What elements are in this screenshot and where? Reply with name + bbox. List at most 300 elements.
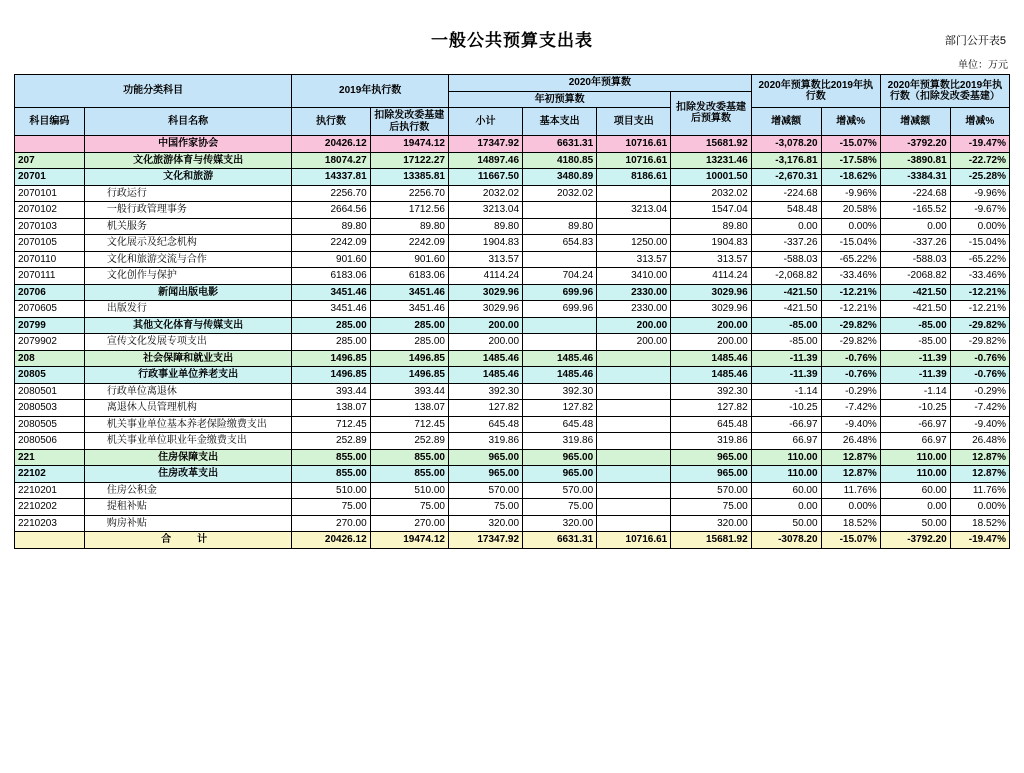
cell-name: 宣传文化发展专项支出	[84, 334, 291, 351]
cell-d2_pct: -9.67%	[950, 202, 1009, 219]
cell-d2_amt: 0.00	[880, 218, 950, 235]
cell-d2_pct: -25.28%	[950, 169, 1009, 186]
cell-d2_amt: -337.26	[880, 235, 950, 252]
cell-d1_amt: -85.00	[751, 334, 821, 351]
table-row	[15, 449, 1010, 466]
cell-project: 2330.00	[597, 301, 671, 318]
cell-d1_amt: -3078.20	[751, 532, 821, 549]
cell-exec_ex: 3451.46	[370, 301, 448, 318]
cell-basic: 320.00	[523, 515, 597, 532]
cell-d2_pct: -0.29%	[950, 383, 1009, 400]
cell-d2_amt: 66.97	[880, 433, 950, 450]
unit-note: 单位：万元	[958, 60, 1008, 71]
cell-project: 10716.61	[597, 136, 671, 153]
table-row	[15, 136, 1010, 153]
cell-d1_pct: -33.46%	[821, 268, 880, 285]
table-row	[15, 433, 1010, 450]
cell-project: 10716.61	[597, 532, 671, 549]
cell-exec: 2256.70	[292, 185, 370, 202]
table-row	[15, 367, 1010, 384]
cell-code: 2070605	[15, 301, 85, 318]
cell-exec: 285.00	[292, 334, 370, 351]
cell-d1_amt: 60.00	[751, 482, 821, 499]
cell-d1_amt: 50.00	[751, 515, 821, 532]
cell-exec_ex: 393.44	[370, 383, 448, 400]
cell-subtotal: 1485.46	[448, 367, 522, 384]
cell-d1_amt: -66.97	[751, 416, 821, 433]
cell-d1_pct: 0.00%	[821, 218, 880, 235]
cell-basic: 319.86	[523, 433, 597, 450]
cell-code: 2070110	[15, 251, 85, 268]
cell-d2_pct: -22.72%	[950, 152, 1009, 169]
cell-name: 一般行政管理事务	[84, 202, 291, 219]
table-body	[15, 136, 1010, 549]
cell-name: 住房保障支出	[84, 449, 291, 466]
cell-name: 机关事业单位基本养老保险缴费支出	[84, 416, 291, 433]
cell-name: 中国作家协会	[84, 136, 291, 153]
cell-exec: 2664.56	[292, 202, 370, 219]
cell-budget_ex: 645.48	[671, 416, 751, 433]
cell-d2_amt: -3792.20	[880, 136, 950, 153]
cell-exec_ex: 285.00	[370, 334, 448, 351]
cell-code: 2210203	[15, 515, 85, 532]
cell-budget_ex: 319.86	[671, 433, 751, 450]
cell-d2_amt: -3792.20	[880, 532, 950, 549]
cell-d1_amt: 110.00	[751, 466, 821, 483]
cell-name: 住房改革支出	[84, 466, 291, 483]
cell-subtotal: 320.00	[448, 515, 522, 532]
cell-basic: 1485.46	[523, 350, 597, 367]
cell-code: 2080503	[15, 400, 85, 417]
cell-d2_amt: -3384.31	[880, 169, 950, 186]
cell-exec_ex: 19474.12	[370, 136, 448, 153]
table-row	[15, 499, 1010, 516]
cell-budget_ex: 127.82	[671, 400, 751, 417]
header-project: 项目支出	[597, 108, 671, 136]
cell-d1_pct: 0.00%	[821, 499, 880, 516]
cell-d1_pct: -0.76%	[821, 367, 880, 384]
table-row	[15, 185, 1010, 202]
cell-exec_ex: 510.00	[370, 482, 448, 499]
cell-exec: 89.80	[292, 218, 370, 235]
cell-subtotal: 392.30	[448, 383, 522, 400]
cell-exec: 855.00	[292, 466, 370, 483]
cell-budget_ex: 313.57	[671, 251, 751, 268]
cell-exec: 20426.12	[292, 532, 370, 549]
cell-d1_amt: -11.39	[751, 350, 821, 367]
cell-exec: 510.00	[292, 482, 370, 499]
header-exec: 执行数	[292, 108, 370, 136]
cell-basic	[523, 251, 597, 268]
cell-code: 2070102	[15, 202, 85, 219]
cell-d2_amt: -11.39	[880, 350, 950, 367]
cell-name: 离退休人员管理机构	[84, 400, 291, 417]
cell-d1_pct: -18.62%	[821, 169, 880, 186]
cell-exec: 285.00	[292, 317, 370, 334]
cell-exec: 3451.46	[292, 284, 370, 301]
cell-d2_pct: -12.21%	[950, 301, 1009, 318]
cell-budget_ex: 15681.92	[671, 532, 751, 549]
cell-d2_amt: -85.00	[880, 334, 950, 351]
cell-d2_pct: 0.00%	[950, 218, 1009, 235]
cell-basic: 1485.46	[523, 367, 597, 384]
cell-code	[15, 532, 85, 549]
cell-exec: 75.00	[292, 499, 370, 516]
cell-d2_pct: -33.46%	[950, 268, 1009, 285]
cell-name: 购房补贴	[84, 515, 291, 532]
cell-project	[597, 350, 671, 367]
cell-d2_amt: 110.00	[880, 466, 950, 483]
cell-basic: 392.30	[523, 383, 597, 400]
cell-d1_pct: -15.07%	[821, 136, 880, 153]
cell-budget_ex: 89.80	[671, 218, 751, 235]
cell-d2_amt: -2068.82	[880, 268, 950, 285]
cell-project	[597, 416, 671, 433]
cell-code: 2080506	[15, 433, 85, 450]
cell-code: 20799	[15, 317, 85, 334]
cell-d2_amt: -66.97	[880, 416, 950, 433]
cell-d2_amt: -224.68	[880, 185, 950, 202]
header-group-year-budget: 年初预算数	[448, 91, 670, 108]
cell-name: 文化创作与保护	[84, 268, 291, 285]
table-row	[15, 400, 1010, 417]
table-row	[15, 416, 1010, 433]
cell-subtotal: 965.00	[448, 449, 522, 466]
cell-d1_pct: -9.40%	[821, 416, 880, 433]
cell-d1_pct: 18.52%	[821, 515, 880, 532]
cell-subtotal: 645.48	[448, 416, 522, 433]
cell-project	[597, 482, 671, 499]
cell-project	[597, 466, 671, 483]
page-title: 一般公共预算支出表	[431, 31, 593, 50]
header-group-diff1: 2020年预算数比2019年执行数	[751, 75, 880, 108]
cell-project	[597, 449, 671, 466]
cell-d2_pct: 0.00%	[950, 499, 1009, 516]
header-code: 科目编码	[15, 108, 85, 136]
cell-exec: 901.60	[292, 251, 370, 268]
cell-d2_pct: 12.87%	[950, 449, 1009, 466]
cell-d1_pct: -29.82%	[821, 334, 880, 351]
cell-budget_ex: 3029.96	[671, 301, 751, 318]
cell-d1_amt: 66.97	[751, 433, 821, 450]
cell-subtotal: 200.00	[448, 334, 522, 351]
cell-name: 社会保障和就业支出	[84, 350, 291, 367]
cell-exec: 14337.81	[292, 169, 370, 186]
cell-d1_amt: 0.00	[751, 499, 821, 516]
cell-exec_ex: 2242.09	[370, 235, 448, 252]
cell-exec: 855.00	[292, 449, 370, 466]
cell-budget_ex: 200.00	[671, 334, 751, 351]
cell-basic: 645.48	[523, 416, 597, 433]
header-budget-ex: 扣除发改委基建后预算数	[671, 91, 751, 136]
cell-exec: 393.44	[292, 383, 370, 400]
cell-project: 3213.04	[597, 202, 671, 219]
cell-d1_pct: 20.58%	[821, 202, 880, 219]
cell-name: 文化展示及纪念机构	[84, 235, 291, 252]
cell-exec_ex: 17122.27	[370, 152, 448, 169]
cell-d1_amt: 0.00	[751, 218, 821, 235]
header-exec-ex: 扣除发改委基建后执行数	[370, 108, 448, 136]
cell-basic: 965.00	[523, 449, 597, 466]
cell-exec: 712.45	[292, 416, 370, 433]
cell-project	[597, 383, 671, 400]
cell-project: 1250.00	[597, 235, 671, 252]
cell-d1_amt: -2,068.82	[751, 268, 821, 285]
cell-subtotal: 3213.04	[448, 202, 522, 219]
cell-subtotal: 127.82	[448, 400, 522, 417]
header-subtotal: 小计	[448, 108, 522, 136]
cell-budget_ex: 10001.50	[671, 169, 751, 186]
cell-budget_ex: 965.00	[671, 466, 751, 483]
cell-d2_amt: 0.00	[880, 499, 950, 516]
table-row	[15, 284, 1010, 301]
cell-d2_pct: -9.96%	[950, 185, 1009, 202]
header-group-2019: 2019年执行数	[292, 75, 449, 108]
cell-d2_pct: -12.21%	[950, 284, 1009, 301]
cell-d2_amt: -10.25	[880, 400, 950, 417]
cell-code: 208	[15, 350, 85, 367]
cell-exec_ex: 89.80	[370, 218, 448, 235]
header-row-1	[15, 75, 1010, 92]
cell-subtotal: 3029.96	[448, 301, 522, 318]
cell-d1_pct: -9.96%	[821, 185, 880, 202]
cell-exec: 20426.12	[292, 136, 370, 153]
cell-d1_pct: 12.87%	[821, 449, 880, 466]
cell-name: 提租补贴	[84, 499, 291, 516]
header-row-3	[15, 108, 1010, 136]
cell-exec: 270.00	[292, 515, 370, 532]
cell-code: 20701	[15, 169, 85, 186]
cell-exec: 1496.85	[292, 367, 370, 384]
cell-d2_amt: -1.14	[880, 383, 950, 400]
cell-project	[597, 367, 671, 384]
cell-code: 20805	[15, 367, 85, 384]
cell-budget_ex: 570.00	[671, 482, 751, 499]
cell-subtotal: 1904.83	[448, 235, 522, 252]
header-delta-pct-2: 增减%	[950, 108, 1009, 136]
cell-d2_pct: -29.82%	[950, 334, 1009, 351]
cell-exec_ex: 2256.70	[370, 185, 448, 202]
cell-d1_pct: -29.82%	[821, 317, 880, 334]
cell-name: 住房公积金	[84, 482, 291, 499]
cell-project: 8186.61	[597, 169, 671, 186]
table-row	[15, 169, 1010, 186]
cell-name: 行政事业单位养老支出	[84, 367, 291, 384]
budget-expenditure-table	[14, 74, 1010, 549]
cell-basic	[523, 334, 597, 351]
cell-name: 合 计	[84, 532, 291, 549]
cell-d1_amt: 110.00	[751, 449, 821, 466]
document-page	[0, 26, 1024, 773]
cell-code	[15, 136, 85, 153]
cell-budget_ex: 1904.83	[671, 235, 751, 252]
cell-name: 文化和旅游	[84, 169, 291, 186]
cell-d1_pct: -17.58%	[821, 152, 880, 169]
header-group-subject: 功能分类科目	[15, 75, 292, 108]
cell-d2_amt: -3890.81	[880, 152, 950, 169]
cell-code: 2070111	[15, 268, 85, 285]
header-name: 科目名称	[84, 108, 291, 136]
cell-name: 其他文化体育与传媒支出	[84, 317, 291, 334]
cell-basic: 965.00	[523, 466, 597, 483]
cell-d2_amt: -588.03	[880, 251, 950, 268]
table-row	[15, 268, 1010, 285]
cell-d1_pct: -7.42%	[821, 400, 880, 417]
cell-budget_ex: 15681.92	[671, 136, 751, 153]
header-delta-amt-2: 增减额	[880, 108, 950, 136]
cell-exec_ex: 855.00	[370, 449, 448, 466]
cell-exec_ex: 13385.81	[370, 169, 448, 186]
cell-basic: 699.96	[523, 301, 597, 318]
table-row	[15, 317, 1010, 334]
cell-d2_pct: -0.76%	[950, 350, 1009, 367]
cell-budget_ex: 200.00	[671, 317, 751, 334]
cell-project	[597, 185, 671, 202]
cell-project: 313.57	[597, 251, 671, 268]
cell-d1_pct: -0.76%	[821, 350, 880, 367]
cell-budget_ex: 965.00	[671, 449, 751, 466]
cell-project	[597, 218, 671, 235]
cell-subtotal: 14897.46	[448, 152, 522, 169]
cell-budget_ex: 2032.02	[671, 185, 751, 202]
cell-subtotal: 570.00	[448, 482, 522, 499]
cell-budget_ex: 392.30	[671, 383, 751, 400]
table-row	[15, 350, 1010, 367]
cell-d1_pct: -12.21%	[821, 284, 880, 301]
cell-d1_amt: -588.03	[751, 251, 821, 268]
header-group-2020: 2020年预算数	[448, 75, 751, 92]
cell-d2_amt: -85.00	[880, 317, 950, 334]
cell-budget_ex: 75.00	[671, 499, 751, 516]
cell-code: 2210201	[15, 482, 85, 499]
cell-subtotal: 313.57	[448, 251, 522, 268]
cell-code: 2080501	[15, 383, 85, 400]
cell-name: 新闻出版电影	[84, 284, 291, 301]
cell-exec_ex: 1496.85	[370, 367, 448, 384]
cell-budget_ex: 320.00	[671, 515, 751, 532]
cell-d2_amt: -421.50	[880, 301, 950, 318]
cell-d1_pct: -15.07%	[821, 532, 880, 549]
cell-exec: 6183.06	[292, 268, 370, 285]
cell-d2_amt: 110.00	[880, 449, 950, 466]
table-row	[15, 383, 1010, 400]
cell-d1_amt: 548.48	[751, 202, 821, 219]
cell-basic: 89.80	[523, 218, 597, 235]
table-row	[15, 515, 1010, 532]
cell-exec_ex: 901.60	[370, 251, 448, 268]
cell-d2_pct: -0.76%	[950, 367, 1009, 384]
cell-project: 3410.00	[597, 268, 671, 285]
cell-exec_ex: 855.00	[370, 466, 448, 483]
cell-budget_ex: 13231.46	[671, 152, 751, 169]
cell-code: 2079902	[15, 334, 85, 351]
cell-name: 行政单位离退休	[84, 383, 291, 400]
cell-basic: 570.00	[523, 482, 597, 499]
cell-project	[597, 515, 671, 532]
cell-basic: 699.96	[523, 284, 597, 301]
cell-subtotal: 17347.92	[448, 136, 522, 153]
header-delta-pct-1: 增减%	[821, 108, 880, 136]
cell-d2_pct: -9.40%	[950, 416, 1009, 433]
cell-project	[597, 433, 671, 450]
cell-budget_ex: 1485.46	[671, 350, 751, 367]
cell-name: 文化和旅游交流与合作	[84, 251, 291, 268]
cell-project: 200.00	[597, 334, 671, 351]
cell-subtotal: 200.00	[448, 317, 522, 334]
cell-name: 文化旅游体育与传媒支出	[84, 152, 291, 169]
cell-d2_pct: -29.82%	[950, 317, 1009, 334]
table-row	[15, 482, 1010, 499]
cell-d1_amt: -3,078.20	[751, 136, 821, 153]
cell-subtotal: 17347.92	[448, 532, 522, 549]
cell-project	[597, 499, 671, 516]
cell-exec: 18074.27	[292, 152, 370, 169]
cell-subtotal: 89.80	[448, 218, 522, 235]
cell-project: 200.00	[597, 317, 671, 334]
cell-d2_pct: 11.76%	[950, 482, 1009, 499]
cell-d1_pct: 12.87%	[821, 466, 880, 483]
cell-subtotal: 1485.46	[448, 350, 522, 367]
cell-d1_amt: -3,176.81	[751, 152, 821, 169]
cell-basic: 654.83	[523, 235, 597, 252]
table-row	[15, 301, 1010, 318]
cell-basic: 4180.85	[523, 152, 597, 169]
table-row	[15, 218, 1010, 235]
cell-d1_amt: -11.39	[751, 367, 821, 384]
cell-d2_amt: 60.00	[880, 482, 950, 499]
cell-basic: 6631.31	[523, 136, 597, 153]
cell-d1_amt: -224.68	[751, 185, 821, 202]
cell-exec_ex: 138.07	[370, 400, 448, 417]
cell-code: 2080505	[15, 416, 85, 433]
cell-basic: 75.00	[523, 499, 597, 516]
cell-budget_ex: 3029.96	[671, 284, 751, 301]
cell-exec_ex: 3451.46	[370, 284, 448, 301]
cell-exec_ex: 75.00	[370, 499, 448, 516]
cell-d2_pct: -19.47%	[950, 532, 1009, 549]
cell-exec_ex: 270.00	[370, 515, 448, 532]
cell-subtotal: 2032.02	[448, 185, 522, 202]
table-row	[15, 466, 1010, 483]
cell-budget_ex: 1547.04	[671, 202, 751, 219]
cell-code: 2070105	[15, 235, 85, 252]
table-row	[15, 334, 1010, 351]
cell-subtotal: 75.00	[448, 499, 522, 516]
table-row	[15, 152, 1010, 169]
cell-subtotal: 3029.96	[448, 284, 522, 301]
cell-d1_pct: -15.04%	[821, 235, 880, 252]
cell-exec_ex: 712.45	[370, 416, 448, 433]
cell-basic	[523, 202, 597, 219]
cell-d1_pct: 26.48%	[821, 433, 880, 450]
cell-budget_ex: 4114.24	[671, 268, 751, 285]
cell-d1_pct: -12.21%	[821, 301, 880, 318]
table-row	[15, 251, 1010, 268]
cell-code: 20706	[15, 284, 85, 301]
cell-exec_ex: 1712.56	[370, 202, 448, 219]
cell-basic: 127.82	[523, 400, 597, 417]
cell-exec: 1496.85	[292, 350, 370, 367]
cell-basic: 3480.89	[523, 169, 597, 186]
cell-d1_amt: -1.14	[751, 383, 821, 400]
cell-exec: 3451.46	[292, 301, 370, 318]
cell-d2_amt: -165.52	[880, 202, 950, 219]
cell-subtotal: 965.00	[448, 466, 522, 483]
cell-code: 2070103	[15, 218, 85, 235]
cell-d1_amt: -337.26	[751, 235, 821, 252]
cell-d1_amt: -421.50	[751, 301, 821, 318]
cell-name: 机关事业单位职业年金缴费支出	[84, 433, 291, 450]
